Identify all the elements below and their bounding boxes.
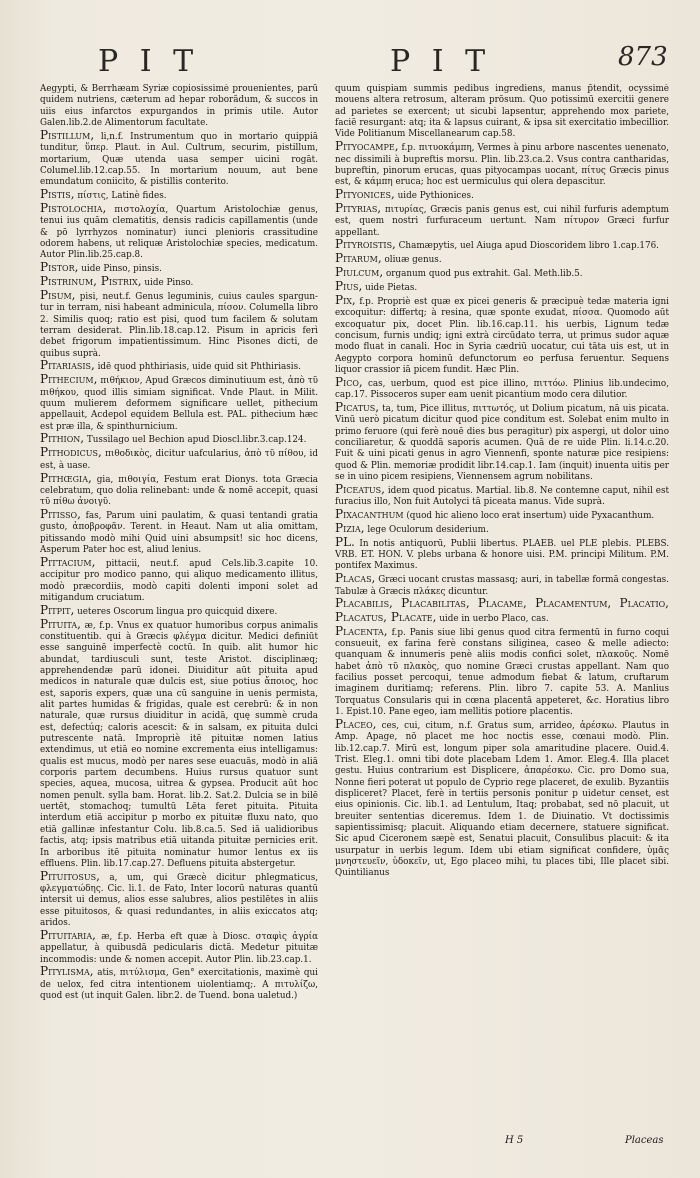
dictionary-entry [335, 84, 669, 141]
entry-headword: Pisum, [40, 287, 76, 302]
dictionary-entry [335, 509, 669, 522]
entry-headword: Placas, [335, 571, 376, 586]
entry-headword: Placabilis, Placabilitas, Placame, Placamentum, Placatio, Placatus, Placate, [335, 596, 669, 624]
entry-headword: Pityrias, [335, 200, 382, 215]
page-number: 873 [618, 42, 668, 72]
entry-text: f.p. πιτυοκάμπη, Vermes à pinu arbore nascentes uenenato, nec dissimili à bupreftis morsu. Plin. lib.23.ca.2. Vsus contra cantharidas, bupreftin, pinorum erucas, quas pityocampas uocant, πίτυς Græcis pinus est, & κάμπη eruca; hoc est uermiculus qui olera depascitur. [335, 143, 669, 188]
entry-headword: PL. [335, 534, 355, 549]
entry-headword: Piulcum, [335, 265, 384, 280]
right-column [335, 84, 669, 1084]
entry-text: πιθοδικὸς, dicitur uafcularius, ἀπὸ τῦ πίθου, id est, à uase. [40, 449, 318, 471]
dictionary-entry [335, 141, 669, 188]
entry-headword: Pittacium, [40, 554, 96, 569]
entry-headword: Pico, [335, 374, 363, 389]
entry-text: uide Pythionices. [397, 191, 474, 202]
dictionary-entry [40, 554, 318, 604]
entry-headword: Placeo, [335, 716, 377, 731]
entry-headword: Pistolochia, [40, 200, 107, 215]
dictionary-entry [40, 616, 318, 871]
dictionary-entry [335, 292, 669, 376]
entry-headword: Picatus, [335, 399, 380, 414]
signature-mark: H 5 [505, 1135, 524, 1146]
dictionary-entry [335, 200, 669, 239]
entry-text: pittacii, neut.f. apud Cels.lib.3.capite 10. accipitur pro modico panno, qui aliquo medicamento illitus, modò præcordiis, modò capiti dolenti imponi solet ad mitigandum cruciatum. [40, 558, 318, 603]
entry-text: lege Oculorum desiderium. [367, 524, 489, 535]
entry-headword: Pityocampe, [335, 139, 399, 154]
dictionary-entry [40, 84, 318, 129]
entry-text: πίστις, Latinè fides. [77, 191, 167, 202]
dictionary-entry [335, 189, 669, 202]
dictionary-entry [335, 623, 669, 719]
entry-text: uide in uerbo Placo, cas. [439, 613, 549, 624]
entry-headword: Pitpit, [40, 602, 75, 617]
entry-text: idē quod phthiriasis, uide quid sit Phthiriasis. [97, 362, 301, 373]
entry-text: Græci uocant crustas massasq; auri, in tabellæ formā congestas. Tabulæ à Græcis πλάκες dicuntur. [335, 575, 669, 597]
entry-text: ueteres Oscorum lingua pro quicquid dixere. [77, 606, 278, 617]
dictionary-entry [40, 509, 318, 556]
entry-headword: Pitarum, [335, 251, 382, 266]
entry-headword: Pituitaria, [40, 927, 96, 942]
entry-text: uide Pietas. [365, 283, 418, 293]
entry-headword: Placenta, [335, 623, 388, 638]
entry-headword: Pixacanthum [335, 507, 404, 522]
entry-headword: Pix, [335, 292, 356, 307]
entry-headword: Pityonices, [335, 187, 395, 202]
entry-headword: Pithion, [40, 431, 85, 446]
dictionary-entry [335, 239, 669, 252]
dictionary-entry [40, 966, 318, 1002]
entry-headword: Pituitosus, [40, 868, 100, 883]
dictionary-entry [335, 598, 669, 625]
entry-headword: Pityroistis, [335, 237, 396, 252]
entry-text: Aegypti, & Berrhæam Syriæ copiosissimè prouenientes, parū quidem nutriens, cæterum ad hepar roborādum, & succos in uiis eius infarctos expurgandos in primis utile. Autor Galen.lib.2.de Alimentorum facultate. [40, 84, 318, 129]
dictionary-entry [335, 716, 669, 880]
entry-text: In notis antiquorū, Publii libertus. PLAEB. uel PLE plebis. PLEBS. VRB. ET. HON. V. plebs urbana & honore uisi. P.M. principi Militum. P.M. pontifex Maximus. [335, 538, 669, 572]
entry-headword: Pistillum, [40, 127, 95, 142]
entry-text: ces, cui, citum, n.f. Gratus sum, arrideo, ἀρέσκω. Plautus in Amp. Apage, nō placet me hoc noctis esse, cœnaui modò. Plin. lib.12.cap.7. Mirū est, longum piper sola amaritudine placere. Ouid.4. Trist. Eleg.1. omni tibi dote placebam Ldem 1. Amor. Eleg.4. Illa placet gestu. Huius contrarium est Displicere, ἀπαρέσκω. Cic. pro Domo sua, Nonne fieri poterat ut populo de Cyprio rege placeret, de exulib. Byzantiis displiceret? Placet, ferè in tertiis personis ponitur p uidetur censet, est eius opinionis. Cic. lib.1. ad Lentulum, Itaq; probabat, sed nō placuit, ut breuiter sententias diceremus. Idem 1. de Diuinatio. Vt doctissimis sapientissimisq; placuit. Aliquando etiam decernere, statuere significat. Sic apud Ciceronem sæpè est, Senatui placuit, Consulibus placuit: & ita usurpatur in uerbis legum. Idem ubi etiam significat confidere, ὑμᾶς μνηστευεῖν, ὑδοκεῖν, ut, Ego placeo mihi, tu places tibi, Ille placet sibi. Quintilianus [335, 720, 669, 879]
entry-text: Tussilago uel Bechion apud Dioscl.libr.3.cap.124. [86, 435, 307, 446]
entry-headword: Pitylisma, [40, 964, 94, 979]
entry-headword: Pizia, [335, 520, 365, 535]
entry-text: æ, f.p. Vnus ex quatuor humoribus corpus animalis constituentib. qui à Græcis φλέγμα dicitur. Medici definiūt esse sanguinē imperfectè coctū. In quib. alit humor hic abundat, tardiusculi sunt, teste Aristot. disciplinæq; apprehendendæ parū idonei. Diuiditur aūt pituita apud medicos in naturale quæ dulcis est, siue potius ἄποιος, hoc est, saporis expers, quæ una cū sanguine in uenis permista, alit partes humidas & frigidas, quale est cerebrū: & in non naturale, quæ rursus diuiditur in acidā, quę summè cruda est, defectúq; caloris acescit: & in salsam, ex pituita dulci putrescente natā. Impropriè itē pituitæ nomen latius extendimus, ut etiā eo nomine excrementa eius intelligamus: qualis est mucus, modò per nares sese euacuās, modò in aliā corporis partem decumbens. Huius rursus quatuor sunt species, aquea, mucosa, uitrea & gypsea. Producit aūt hoc nomen penult. sylla bam. Horat. lib.2. Sat.2. Dulcia se in bilē uertēt, stomachoq; tumultū Lēta feret pituita. Pituita interdum etiā accipitur p morbo ex pituitæ fluxu nato, quo etiā gallinæ infestantur Colu. lib.8.ca.5. Sed iā ualidioribus factis, atq; ipsis matribus etiā uitanda pituitæ pernicies erit. In arboribus itē pituita nominatur humor lentus ex iis effluens. Plin. lib.17.cap.27. Defluens pituita abstergetur. [40, 620, 318, 869]
entry-headword: Pitisso, [40, 507, 81, 522]
entry-headword: Pistrinum, Pistrix, [40, 274, 142, 288]
entry-text: li,n.f. Instrumentum quo in mortario quippiā tunditur, ὕπερ. Plaut. in Aul. Cultrum, securim, pistillum, mortarium, Quæ utenda uasa semper uicini rogāt. Columel.lib.12.cap.55. In mortarium nouum, aut bene emundatum coniicito, & pistillis conterito. [40, 131, 318, 188]
entry-text: ta, tum, Pice illitus, πιττωτός, ut Dolium picatum, nā uis picata. Vinū uerò picatum dicitur quod pice conditum est. Solebat enim multo in primo feruore (qui ferè nouē dies bus peragitur) pix aspergi, ut dolor uino conciliaretur, & quoddā saporis acumen. Quā de re uide Plin. li.14.c.20. Fuit & uini picati genus in agro Viennenfi, sponte naturæ pice resipiens: quod & Plin. memoriæ prodidit libr.14.cap.1. Iam (inquit) inuenta uitis per se in uino picem resipiens, Viennensem agrum nobilitans. [335, 403, 669, 482]
entry-text: πιτυρίας, Græcis panis genus est, cui nihil furfuris ademptum est, quem nostri furfuraceum uertunt. Nam πίτυρον Græci furfur appellant. [335, 204, 669, 238]
dictionary-entry [335, 281, 669, 294]
entry-text: quum quispiam summis pedibus ingrediens, manus p̄tendit, ocyssimè mouens altera retrosum, alteram prōsum. Quo potissimū exercitii genere ad parietes se exercent; ut sicubi lapsentur, apprehendo mox pariete, faciē resurgant: atq; ita & lapsus cuirant, & ipsa sit exercitatio imbecillior. Vide Politianum Miscellanearum cap.58. [335, 84, 669, 140]
catchword: Placeas [625, 1135, 664, 1146]
dictionary-entry [335, 534, 669, 573]
entry-text: f.p. Panis siue libi genus quod citra fermentū in furno coqui consueuit, ex farina ferè constans siliginea, caseo & melle adiecto: quanquam & innumeris penè aliis modis confici solet, πλακοῦς. Nomē habet ἀπὸ τῦ πλακὸς, quo nomine Græci crustas appellant. Nam quo facilius posset percoqui, tenue admodum fiebat & latum, cruftarum imaginem duritiamq; referens. Plin. libro 7. capite 53. A. Manlius Torquatus Consularis qui in cœna placentā appeteret, &c. Horatius libro 1. Epist.10. Pane egeo, iam mellitis potiore placentis. [335, 627, 669, 718]
entry-text: Chamæpytis, uel Aiuga apud Dioscoridem libro 1.cap.176. [398, 241, 659, 252]
dictionary-entry [40, 868, 318, 930]
dictionary-entry [335, 399, 669, 483]
dictionary-entry [40, 927, 318, 966]
entry-text: atis, πιτύλισμα, Gen° exercitationis, maximè qui de uelox, fed citra intentionem uiolentiamq;. A πιτυλίζω, quod est (ut inquit Galen. libr.2. de Tuend. bona ualetud.) [40, 968, 318, 1002]
left-column [40, 84, 318, 1134]
entry-text: uide Pinso, pinsis. [81, 264, 162, 275]
entry-text: cas, uerbum, quod est pice illino, πιττόω. Plinius lib.undecimo, cap.17. Pissoceros super eam uenit picantium modo cera dilutior. [335, 378, 669, 401]
entry-text: fas, Parum uini paulatim, & quasi tentandi gratia gusto, ἀποβροφᾶν. Terent. in Heaut. Nam ut alia omittam, pitissando modò mihi Quid uini absumpsit! sic hoc dicens, Asperum Pater hoc est, aliud lenius. [40, 511, 318, 556]
entry-headword: Pitariasis, [40, 358, 95, 373]
dictionary-entry [40, 127, 318, 189]
dictionary-entry [40, 447, 318, 472]
dictionary-entry [40, 276, 318, 289]
entry-text: æ, f.p. Herba eft quæ à Diosc. σταφὶς ἀγρία appellatur, à quibusdā pedicularis dictā. Medetur pituitæ incommodis: unde & nomen accepit. Autor Plin. lib.23.cap.1. [40, 931, 318, 965]
entry-text: organum quod pus extrahit. Gal. Meth.lib.5. [385, 269, 583, 280]
dictionary-entry [335, 573, 669, 598]
entry-headword: Pistis, [40, 187, 75, 202]
dictionary-entry [40, 602, 318, 618]
entry-text: a, um, qui Græcè dicitur phlegmaticus, φλεγματώδης. Cic. li.1. de Fato, Inter locorū naturas quantū intersit ui demus, alios esse salubres, alios pestilētes in aliis esse pituitosos, & quasi redundantes, in aliis exiccatos atq; aridos. [40, 872, 318, 929]
running-head-right: P I T [390, 44, 492, 79]
dictionary-entry [335, 374, 669, 402]
entry-text: πιθήκιον, Apud Græcos diminutiuum est, ἀπὸ τῦ πιθήκου, quod illis simiam significat. Vnde Plaut. in Milit. quum mulierem deformem significare uellet, pithecium appellauit, Acdepol equidem Bellula est. PAL. pithecium hæc est præ illa, & spinthurnicium. [40, 376, 318, 432]
entry-text: pisi, neut.f. Genus leguminis, cuius caules spargun-tur in terram, nisi habeant adminicula, πίσον. Columella libro 2. Similis quoq; ratio est pisi, quod tum facilem & solutam terram desiderat. Plin.lib.18.cap.12. Pisum in apricis ferì debet frigorum impatientissimum. Hinc Pisones dicti, de quibus suprà. [40, 291, 318, 359]
entry-text: f.p. Propriè est quæ ex picei generis & præcipuè tedæ materia igni excoquitur: differtq; à resina, quæ sponte exudat, πίσσα. Quomodo aūt excoquatur pix, docet Plin. lib.16.cap.11. his uerbis, Lignum tedæ concisum, furnis undiq; igni extrà circūdato terra, ut primus sudor aquæ modo fluat in canali. Hoc in Syria cædriū uocatur, cui tāta uis est, ut in Aegypto corpora hominū defunctorum eo perfusa feruentur. Sequens liquor crassior iā picem fundit. Hæc Plin. [335, 296, 669, 375]
dictionary-entry [335, 253, 669, 266]
dictionary-entry [335, 520, 669, 536]
dictionary-entry [40, 200, 318, 262]
entry-headword: Pius, [335, 279, 363, 293]
entry-headword: Pituita, [40, 616, 81, 631]
entry-text: oliuæ genus. [384, 255, 442, 266]
running-head-left: P I T [98, 44, 200, 79]
dictionary-entry [40, 374, 318, 433]
entry-text: idem quod picatus. Martial. lib.8. Ne contemne caput, nihil est furacius illo, Non fuit Autolyci tā piceata manus. Vide suprà. [335, 485, 669, 508]
entry-headword: Piceatus, [335, 481, 385, 496]
entry-text: πιστολοχία, Quartum Aristolochiæ genus, tenui ius quām clematitis, densis radicis capillamentis (unde & pō lyrrhyzos nominatur) iunci plenioris crassitudine odorem habens, ut reliquæ Aristolochiæ species, medicatum. Autor Plin.lib.25.cap.8. [40, 204, 318, 261]
entry-text: (quod hic alieno loco erat insertum) uide Pyxacanthum. [406, 511, 655, 522]
entry-headword: Pithodicus, [40, 445, 102, 460]
dictionary-entry [40, 287, 318, 360]
entry-headword: Pithecium, [40, 372, 98, 387]
entry-text: gia, πιθοιγία, Festum erat Dionys. tota Græcia celebratum, quo dolia relinebant: unde & nomē accepit, quasi τῦ πίθω ἀνοιγῦ. [40, 474, 318, 508]
entry-text: uide Pinso. [144, 278, 194, 288]
entry-headword: Pithœgia, [40, 470, 92, 485]
dictionary-entry [335, 267, 669, 280]
entry-headword: Pistor, [40, 260, 79, 275]
dictionary-entry [40, 470, 318, 509]
dictionary-entry [335, 481, 669, 509]
